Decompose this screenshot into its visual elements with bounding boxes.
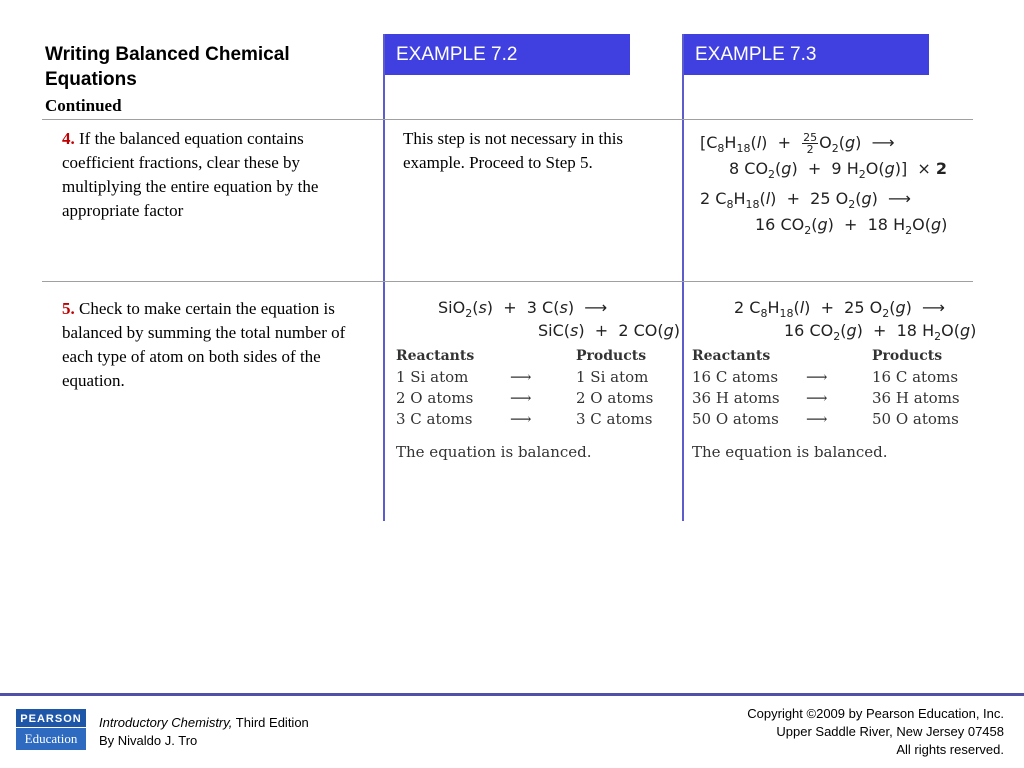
table-row	[692, 367, 982, 388]
atom-count-table-7-2	[396, 346, 676, 430]
arrow-icon: ⟶	[806, 389, 828, 407]
logo-bottom-text: Education	[16, 727, 86, 750]
arrow-icon: ⟶	[806, 368, 828, 386]
example-7-2-header: EXAMPLE 7.2	[384, 34, 630, 75]
product-count: 1 Si atom	[576, 368, 649, 386]
copyright-rights: All rights reserved.	[896, 742, 1004, 757]
atom-count-table-7-3	[692, 346, 982, 430]
equation-7-2-products: SiC(s) + 2 CO(g)	[538, 321, 681, 340]
row-divider-top	[42, 119, 973, 120]
reactants-header: Reactants	[692, 348, 771, 364]
equation-7-3-check-products: 16 $CO_2(g) + 18$ $H_2O(g)$	[784, 321, 977, 344]
reactant-count: 16 C atoms	[692, 368, 779, 386]
book-citation	[99, 714, 309, 750]
product-count: 3 C atoms	[576, 410, 653, 428]
table-row	[396, 367, 676, 388]
product-count: 50 O atoms	[872, 410, 959, 428]
table-row	[396, 388, 676, 409]
arrow-icon: ⟶	[510, 389, 532, 407]
equation-7-3-check-reactants: 2 $C_8H_{18}(l) + 25$ $O_2(g)$ ⟶	[734, 298, 945, 321]
reactant-count: 50 O atoms	[692, 410, 779, 428]
step-5-text	[62, 297, 372, 393]
reactant-count: 1 Si atom	[396, 368, 469, 386]
arrow-icon: ⟶	[510, 368, 532, 386]
reactants-header: Reactants	[396, 348, 475, 364]
table-row	[396, 409, 676, 430]
products-header: Products	[872, 348, 943, 364]
step-4-text	[62, 127, 372, 223]
reactant-count: 3 C atoms	[396, 410, 473, 428]
copyright-notice	[747, 705, 1004, 759]
balanced-statement-7-2: The equation is balanced.	[396, 443, 592, 461]
table-row	[692, 388, 982, 409]
row-divider-middle	[42, 281, 973, 282]
step-4-description: If the balanced equation contains coefficient fractions, clear these by multiplying the entire equation by the appropriate factor	[62, 129, 319, 220]
pearson-logo	[16, 709, 86, 750]
column-divider-right	[682, 34, 684, 521]
equation-7-2-reactants: SiO$_2$(s) + 3 C(s) ⟶	[438, 298, 608, 321]
book-author: By Nivaldo J. Tro	[99, 733, 198, 748]
step-4-number: 4.	[62, 129, 75, 148]
step-5-number: 5.	[62, 299, 75, 318]
reactant-count: 36 H atoms	[692, 389, 780, 407]
example-7-3-header: EXAMPLE 7.3	[683, 34, 929, 75]
arrow-icon: ⟶	[806, 410, 828, 428]
book-title: Introductory Chemistry,	[99, 715, 233, 730]
book-edition: Third Edition	[232, 715, 309, 730]
product-count: 2 O atoms	[576, 389, 654, 407]
copyright-line: Copyright ©2009 by Pearson Education, Inc.	[747, 706, 1004, 721]
footer-divider	[0, 693, 1024, 696]
example-7-2-step-4-note: This step is not necessary in this example. Proceed to Step 5.	[403, 129, 624, 172]
equation-7-3-whole: 2 $C_8H_{18}(l) + 25$ $O_2(g)$ ⟶	[700, 189, 911, 212]
step-5-description: Check to make certain the equation is balanced by summing the total number of each type of atom on both sides of the equation.	[62, 299, 346, 390]
equation-7-3-whole-products: 16 $CO_2(g) + 18$ $H_2O(g)$	[755, 215, 948, 238]
slide-subtitle: Continued	[45, 96, 122, 115]
copyright-address: Upper Saddle River, New Jersey 07458	[776, 724, 1004, 739]
table-row	[692, 409, 982, 430]
slide-title: Writing Balanced Chemical Equations	[45, 44, 290, 90]
product-count: 36 H atoms	[872, 389, 960, 407]
balanced-statement-7-3: The equation is balanced.	[692, 443, 888, 461]
fraction-25-2: $\frac{25}{2}$	[803, 131, 818, 156]
products-header: Products	[576, 348, 647, 364]
arrow-icon: ⟶	[510, 410, 532, 428]
reactant-count: 2 O atoms	[396, 389, 474, 407]
product-count: 16 C atoms	[872, 368, 959, 386]
column-divider-left	[383, 34, 385, 521]
logo-top-text: PEARSON	[20, 713, 82, 725]
equation-7-3-fraction: [$C_8H_{18}(l)$ + $\frac{25}{2}$ $O_2(g)$ ⟶	[700, 131, 895, 156]
equation-7-3-fraction-products: 8 $CO_2(g) + 9$ $H_2O(g)] \times 2$	[729, 159, 948, 182]
